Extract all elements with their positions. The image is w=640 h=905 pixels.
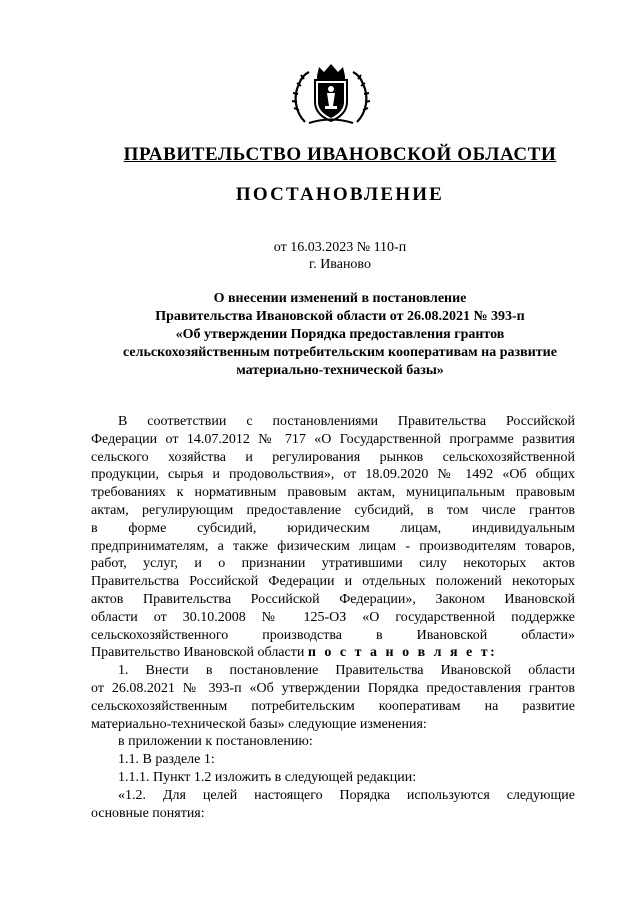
city: г. Иваново: [309, 257, 371, 272]
subject-line: материально-технической базы»: [236, 363, 444, 378]
body-line: сельскохозяйственного производства в Ивановской области»: [91, 627, 575, 643]
body-line: Федерации от 14.07.2012 № 717 «О Государственной программе развития: [91, 431, 575, 447]
subject-line: «Об утверждении Порядка предоставления грантов: [175, 327, 505, 342]
item1-line: сельскохозяйственным потребительским кооперативам на развитие: [91, 698, 575, 714]
body-line: в форме субсидий, юридическим лицам, индивидуальным: [91, 520, 575, 536]
subject-line: сельскохозяйственным потребительским кооперативам на развитие: [123, 345, 557, 360]
date-number: от 16.03.2023 № 110-п: [273, 240, 407, 255]
body-line: Правительства Российской Федерации и отдельных положений некоторых: [91, 574, 575, 590]
resolve-line: [91, 644, 575, 662]
body-line: актов Правительства Российской Федерации», Законом Ивановской: [91, 591, 575, 607]
subject-line: О внесении изменений в постановление: [213, 291, 467, 306]
body-line: актам, регулирующим предоставление субсидий, в том числе грантов: [91, 502, 575, 518]
document-meta: [60, 239, 620, 273]
coat-of-arms-emblem: [291, 62, 371, 126]
body-line: предпринимателям, а также физическим лицам - производителям товаров,: [91, 538, 575, 554]
body-line: требованиях к нормативным правовым актам, муниципальным правовым: [91, 485, 575, 501]
body-line: работ, услуг, и о признании утратившими силу некоторых актов: [91, 556, 575, 572]
appendix-line: в приложении к постановлению:: [118, 734, 313, 750]
subject-line: Правительства Ивановской области от 26.08.2021 № 393-п: [155, 309, 525, 324]
item1-line: 1. Внести в постановление Правительства Ивановской области: [118, 663, 575, 679]
section-line: 1.1. В разделе 1:: [118, 752, 215, 768]
document-subject: [60, 290, 620, 380]
resolve-word: п о с т а н о в л я е т:: [307, 645, 498, 661]
document-type: ПОСТАНОВЛЕНИЕ: [235, 184, 445, 205]
body-line: В соответствии с постановлениями Правительства Российской: [118, 414, 575, 429]
coat-of-arms-icon: [291, 62, 371, 126]
resolve-prefix: Правительство Ивановской области: [91, 645, 305, 661]
body-line: продукции, сырья и продовольствия», от 18.09.2020 № 1492 «Об общих: [91, 467, 575, 483]
item1-line: материально-технической базы» следующие изменения:: [91, 716, 427, 732]
quote-line: «1.2. Для целей настоящего Порядка используются следующие: [118, 787, 575, 803]
point-line: 1.1.1. Пункт 1.2 изложить в следующей редакции:: [118, 769, 417, 785]
item1-line: от 26.08.2021 № 393-п «Об утверждении Порядка предоставления грантов: [91, 680, 575, 696]
body-line: сельского хозяйства и регулирования рынков сельскохозяйственной: [91, 449, 575, 465]
document-body: [91, 413, 575, 822]
government-title: ПРАВИТЕЛЬСТВО ИВАНОВСКОЙ ОБЛАСТИ: [123, 144, 557, 165]
quote-line: основные понятия:: [91, 805, 205, 821]
body-line: области от 30.10.2008 № 125-ОЗ «О государственной поддержке: [91, 609, 575, 625]
